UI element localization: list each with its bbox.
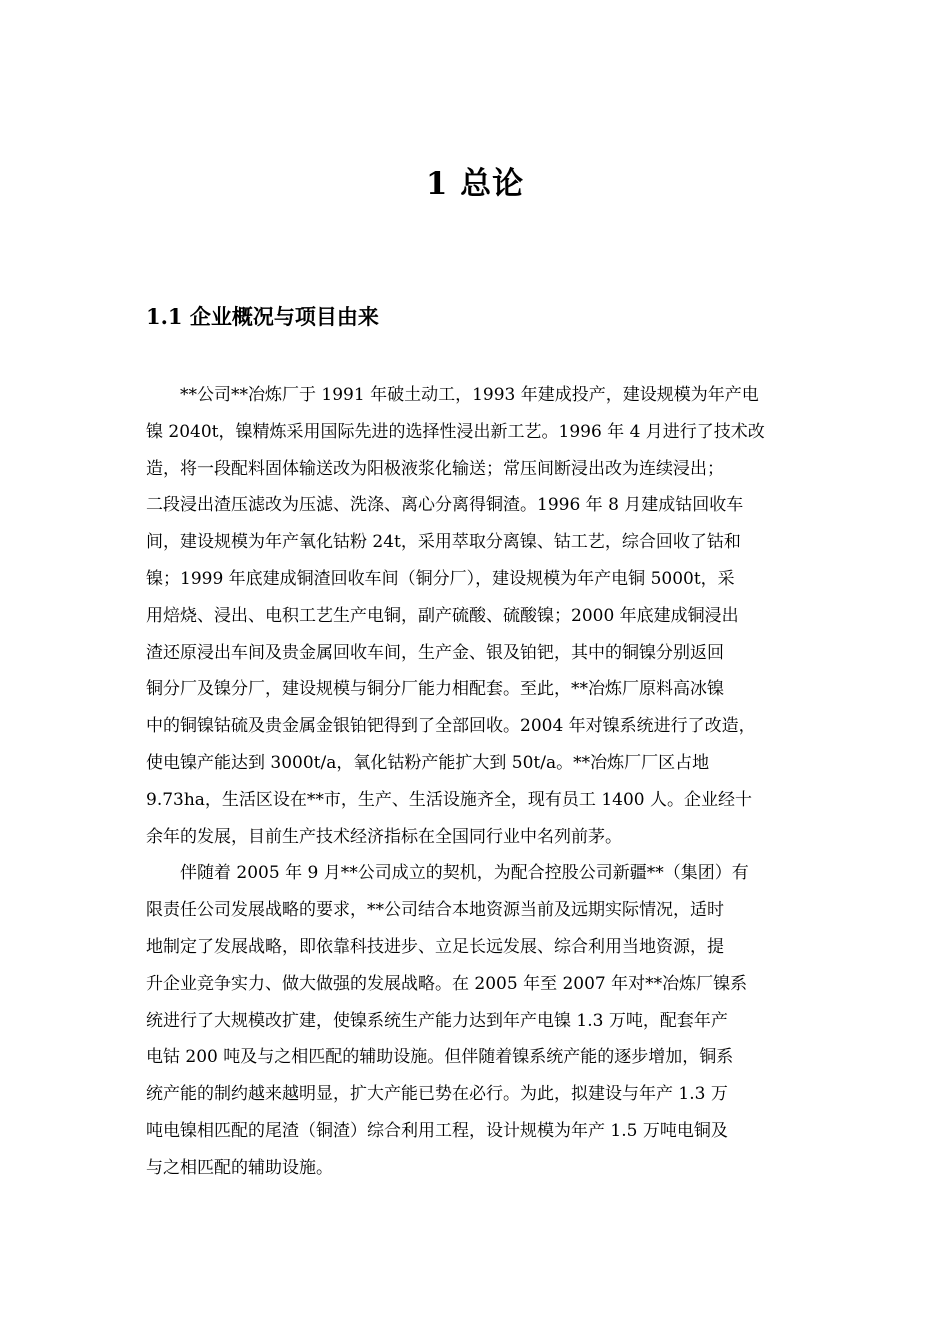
chapter-title: 1 总论 <box>425 166 525 202</box>
text-line: 吨电镍相匹配的尾渣（铜渣）综合利用工程，设计规模为年产 1.5 万吨电铜及 <box>146 1120 728 1141</box>
text-line: 铜分厂及镍分厂，建设规模与铜分厂能力相配套。至此，**冶炼厂原料高冰镍 <box>146 679 724 700</box>
text-line: 用焙烧、浸出、电积工艺生产电铜，副产硫酸、硫酸镍；2000 年底建成铜浸出 <box>146 605 739 626</box>
text-line: 中的铜镍钴硫及贵金属金银铂钯得到了全部回收。2004 年对镍系统进行了改造， <box>146 716 756 737</box>
text-line: 与之相匹配的辅助设施。 <box>146 1157 333 1178</box>
text-line: 电钴 200 吨及与之相匹配的辅助设施。但伴随着镍系统产能的逐步增加，铜系 <box>146 1047 734 1068</box>
text-line: 限责任公司发展战略的要求，**公司结合本地资源当前及远期实际情况，适时 <box>146 900 724 921</box>
text-line: 镍 2040t，镍精炼采用国际先进的选择性浸出新工艺。1996 年 4 月进行了技术改 <box>146 421 765 442</box>
text-line: 统进行了大规模改扩建，使镍系统生产能力达到年产电镍 1.3 万吨，配套年产 <box>146 1010 728 1031</box>
text-line: 镍；1999 年底建成铜渣回收车间（铜分厂），建设规模为年产电铜 5000t，采 <box>146 568 735 589</box>
text-line: 9.73ha，生活区设在**市，生产、生活设施齐全，现有员工 1400 人。企业经十 <box>146 789 753 810</box>
text-line: 二段浸出渣压滤改为压滤、洗涤、离心分离得铜渣。1996 年 8 月建成钴回收车 <box>146 495 744 516</box>
text-line: 升企业竞争实力、做大做强的发展战略。在 2005 年至 2007 年对**冶炼厂镍系 <box>146 973 748 994</box>
text-line: 使电镍产能达到 3000t/a，氧化钴粉产能扩大到 50t/a。**冶炼厂厂区占地 <box>146 752 710 773</box>
section-title: 1.1 企业概况与项目由来 <box>146 304 379 329</box>
text-line: 统产能的制约越来越明显，扩大产能已势在必行。为此，拟建设与年产 1.3 万 <box>146 1084 728 1105</box>
text-line: 渣还原浸出车间及贵金属回收车间，生产金、银及铂钯，其中的铜镍分别返回 <box>146 642 724 663</box>
paragraph <box>146 377 810 855</box>
body-text <box>146 377 810 1187</box>
text-line: **公司**冶炼厂于 1991 年破土动工，1993 年建成投产，建设规模为年产电 <box>180 385 759 405</box>
text-line: 伴随着 2005 年 9 月**公司成立的契机，为配合控股公司新疆**（集团）有 <box>180 863 749 884</box>
text-line: 造，将一段配料固体输送改为阳极液浆化输送；常压间断浸出改为连续浸出； <box>146 458 724 479</box>
paragraph <box>146 855 810 1186</box>
text-line: 地制定了发展战略，即依靠科技进步、立足长远发展、综合利用当地资源，提 <box>146 936 724 957</box>
text-line: 余年的发展，目前生产技术经济指标在全国同行业中名列前茅。 <box>146 826 622 847</box>
text-line: 间，建设规模为年产氧化钴粉 24t，采用萃取分离镍、钴工艺，综合回收了钴和 <box>146 532 741 553</box>
